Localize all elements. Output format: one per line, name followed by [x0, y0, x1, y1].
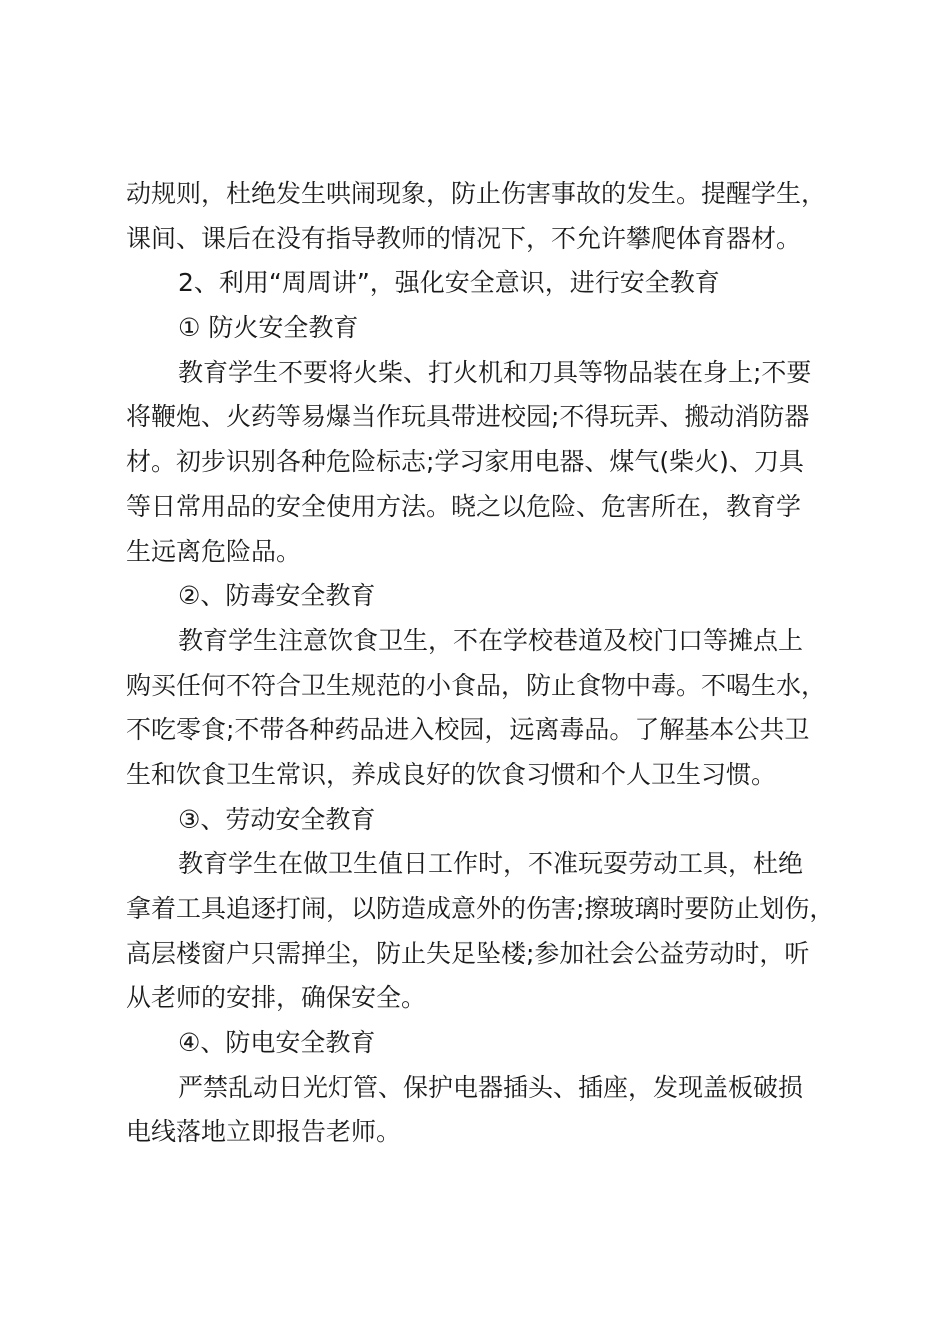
text-line: 生远离危险品。	[126, 536, 302, 566]
text-line: 拿着工具追逐打闹，以防造成意外的伤害;擦玻璃时要防止划伤，	[126, 894, 835, 923]
section-heading: 2、利用“周周讲”，强化安全意识，进行安全教育	[178, 268, 720, 298]
text-line: 不吃零食;不带各种药品进入校园，远离毒品。了解基本公共卫	[126, 715, 810, 745]
paragraph-start: 教育学生在做卫生值日工作时，不准玩耍劳动工具，杜绝	[178, 849, 804, 879]
text-line: 将鞭炮、火药等易爆当作玩具带进校园;不得玩弄、搬动消防器	[126, 402, 810, 432]
text-line: 购买任何不符合卫生规范的小食品，防止食物中毒。不喝生水，	[126, 670, 827, 700]
subsection-heading: ④、防电安全教育	[178, 1028, 376, 1058]
subsection-heading: ① 防火安全教育	[178, 313, 359, 343]
text-line: 课间、课后在没有指导教师的情况下，不允许攀爬体育器材。	[126, 223, 802, 253]
text-line: 高层楼窗户只需掸尘，防止失足坠楼;参加社会公益劳动时，听	[126, 938, 810, 968]
paragraph-start: 教育学生注意饮食卫生，不在学校巷道及校门口等摊点上	[178, 625, 804, 655]
subsection-heading: ②、防毒安全教育	[178, 581, 376, 611]
subsection-heading: ③、劳动安全教育	[178, 804, 376, 834]
text-line: 从老师的安排，确保安全。	[126, 983, 427, 1013]
text-line: 材。初步识别各种危险标志;学习家用电器、煤气(柴火)、刀具	[126, 447, 804, 477]
text-line: 等日常用品的安全使用方法。晓之以危险、危害所在，教育学	[126, 491, 802, 521]
text-line: 电线落地立即报告老师。	[126, 1117, 402, 1147]
paragraph-start: 教育学生不要将火柴、打火机和刀具等物品装在身上;不要	[178, 357, 812, 387]
document-body	[126, 172, 862, 1155]
text-line: 动规则，杜绝发生哄闹现象，防止伤害事故的发生。提醒学生，	[126, 179, 827, 208]
paragraph-start: 严禁乱动日光灯管、保护电器插头、插座，发现盖板破损	[178, 1072, 804, 1102]
text-line: 生和饮食卫生常识，养成良好的饮食习惯和个人卫生习惯。	[126, 759, 777, 789]
